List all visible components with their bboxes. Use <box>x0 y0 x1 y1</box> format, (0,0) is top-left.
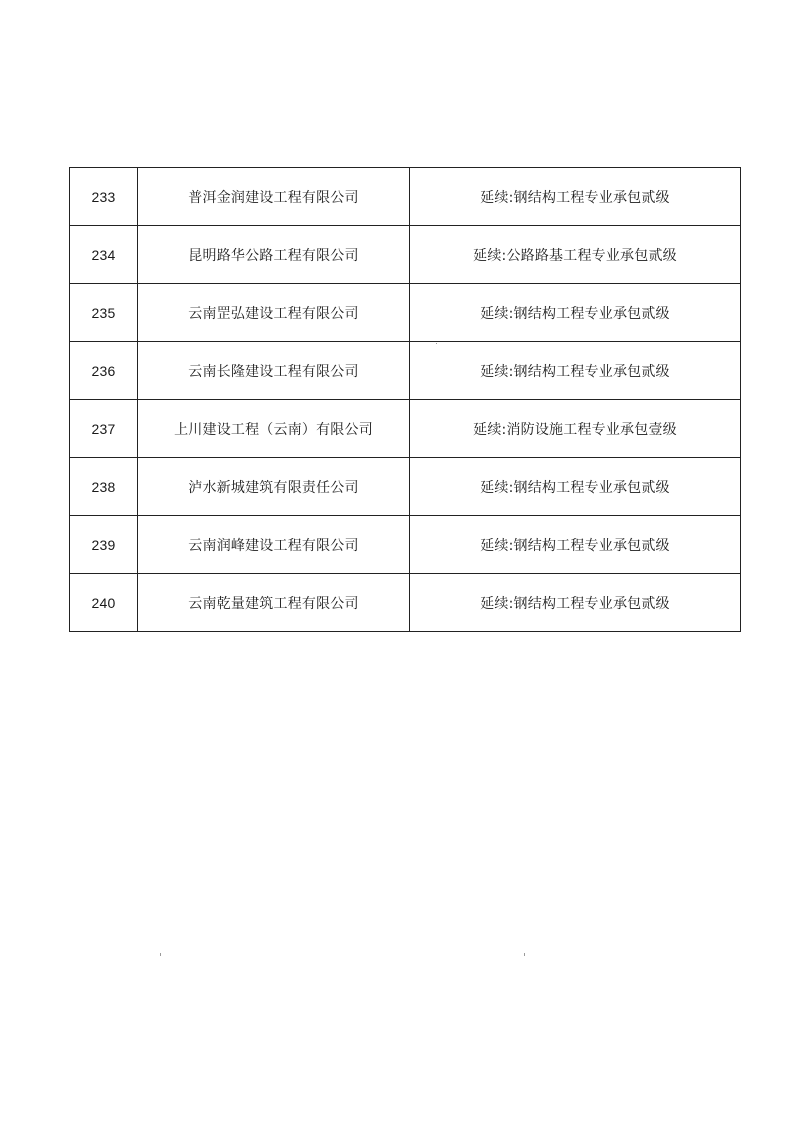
qualification-item: 延续:钢结构工程专业承包贰级 <box>410 458 741 516</box>
qualification-item: 延续:钢结构工程专业承包贰级 <box>410 284 741 342</box>
row-number: 234 <box>70 226 138 284</box>
company-name: 昆明路华公路工程有限公司 <box>138 226 410 284</box>
table-row <box>70 284 741 342</box>
row-number: 233 <box>70 168 138 226</box>
company-name: 云南润峰建设工程有限公司 <box>138 516 410 574</box>
qualification-item: 延续:钢结构工程专业承包贰级 <box>410 516 741 574</box>
row-number: 237 <box>70 400 138 458</box>
scan-speck <box>524 953 525 956</box>
table-row <box>70 168 741 226</box>
table-row <box>70 342 741 400</box>
row-number: 240 <box>70 574 138 632</box>
qualification-item: 延续:公路路基工程专业承包贰级 <box>410 226 741 284</box>
row-number: 239 <box>70 516 138 574</box>
company-name: 云南罡弘建设工程有限公司 <box>138 284 410 342</box>
qualification-item: 延续:钢结构工程专业承包贰级 <box>410 342 741 400</box>
company-name: 普洱金润建设工程有限公司 <box>138 168 410 226</box>
qualification-table <box>69 167 741 632</box>
row-number: 235 <box>70 284 138 342</box>
scan-speck <box>160 953 161 956</box>
table-row <box>70 458 741 516</box>
table-row <box>70 574 741 632</box>
company-name: 云南乾量建筑工程有限公司 <box>138 574 410 632</box>
table-row <box>70 226 741 284</box>
row-number: 236 <box>70 342 138 400</box>
qualification-item: 延续:钢结构工程专业承包贰级 <box>410 574 741 632</box>
qualification-item: 延续:钢结构工程专业承包贰级 <box>410 168 741 226</box>
scan-speck <box>436 343 437 344</box>
qualification-item: 延续:消防设施工程专业承包壹级 <box>410 400 741 458</box>
table-row <box>70 516 741 574</box>
company-name: 上川建设工程（云南）有限公司 <box>138 400 410 458</box>
company-name: 泸水新城建筑有限责任公司 <box>138 458 410 516</box>
row-number: 238 <box>70 458 138 516</box>
company-name: 云南长隆建设工程有限公司 <box>138 342 410 400</box>
table-row <box>70 400 741 458</box>
